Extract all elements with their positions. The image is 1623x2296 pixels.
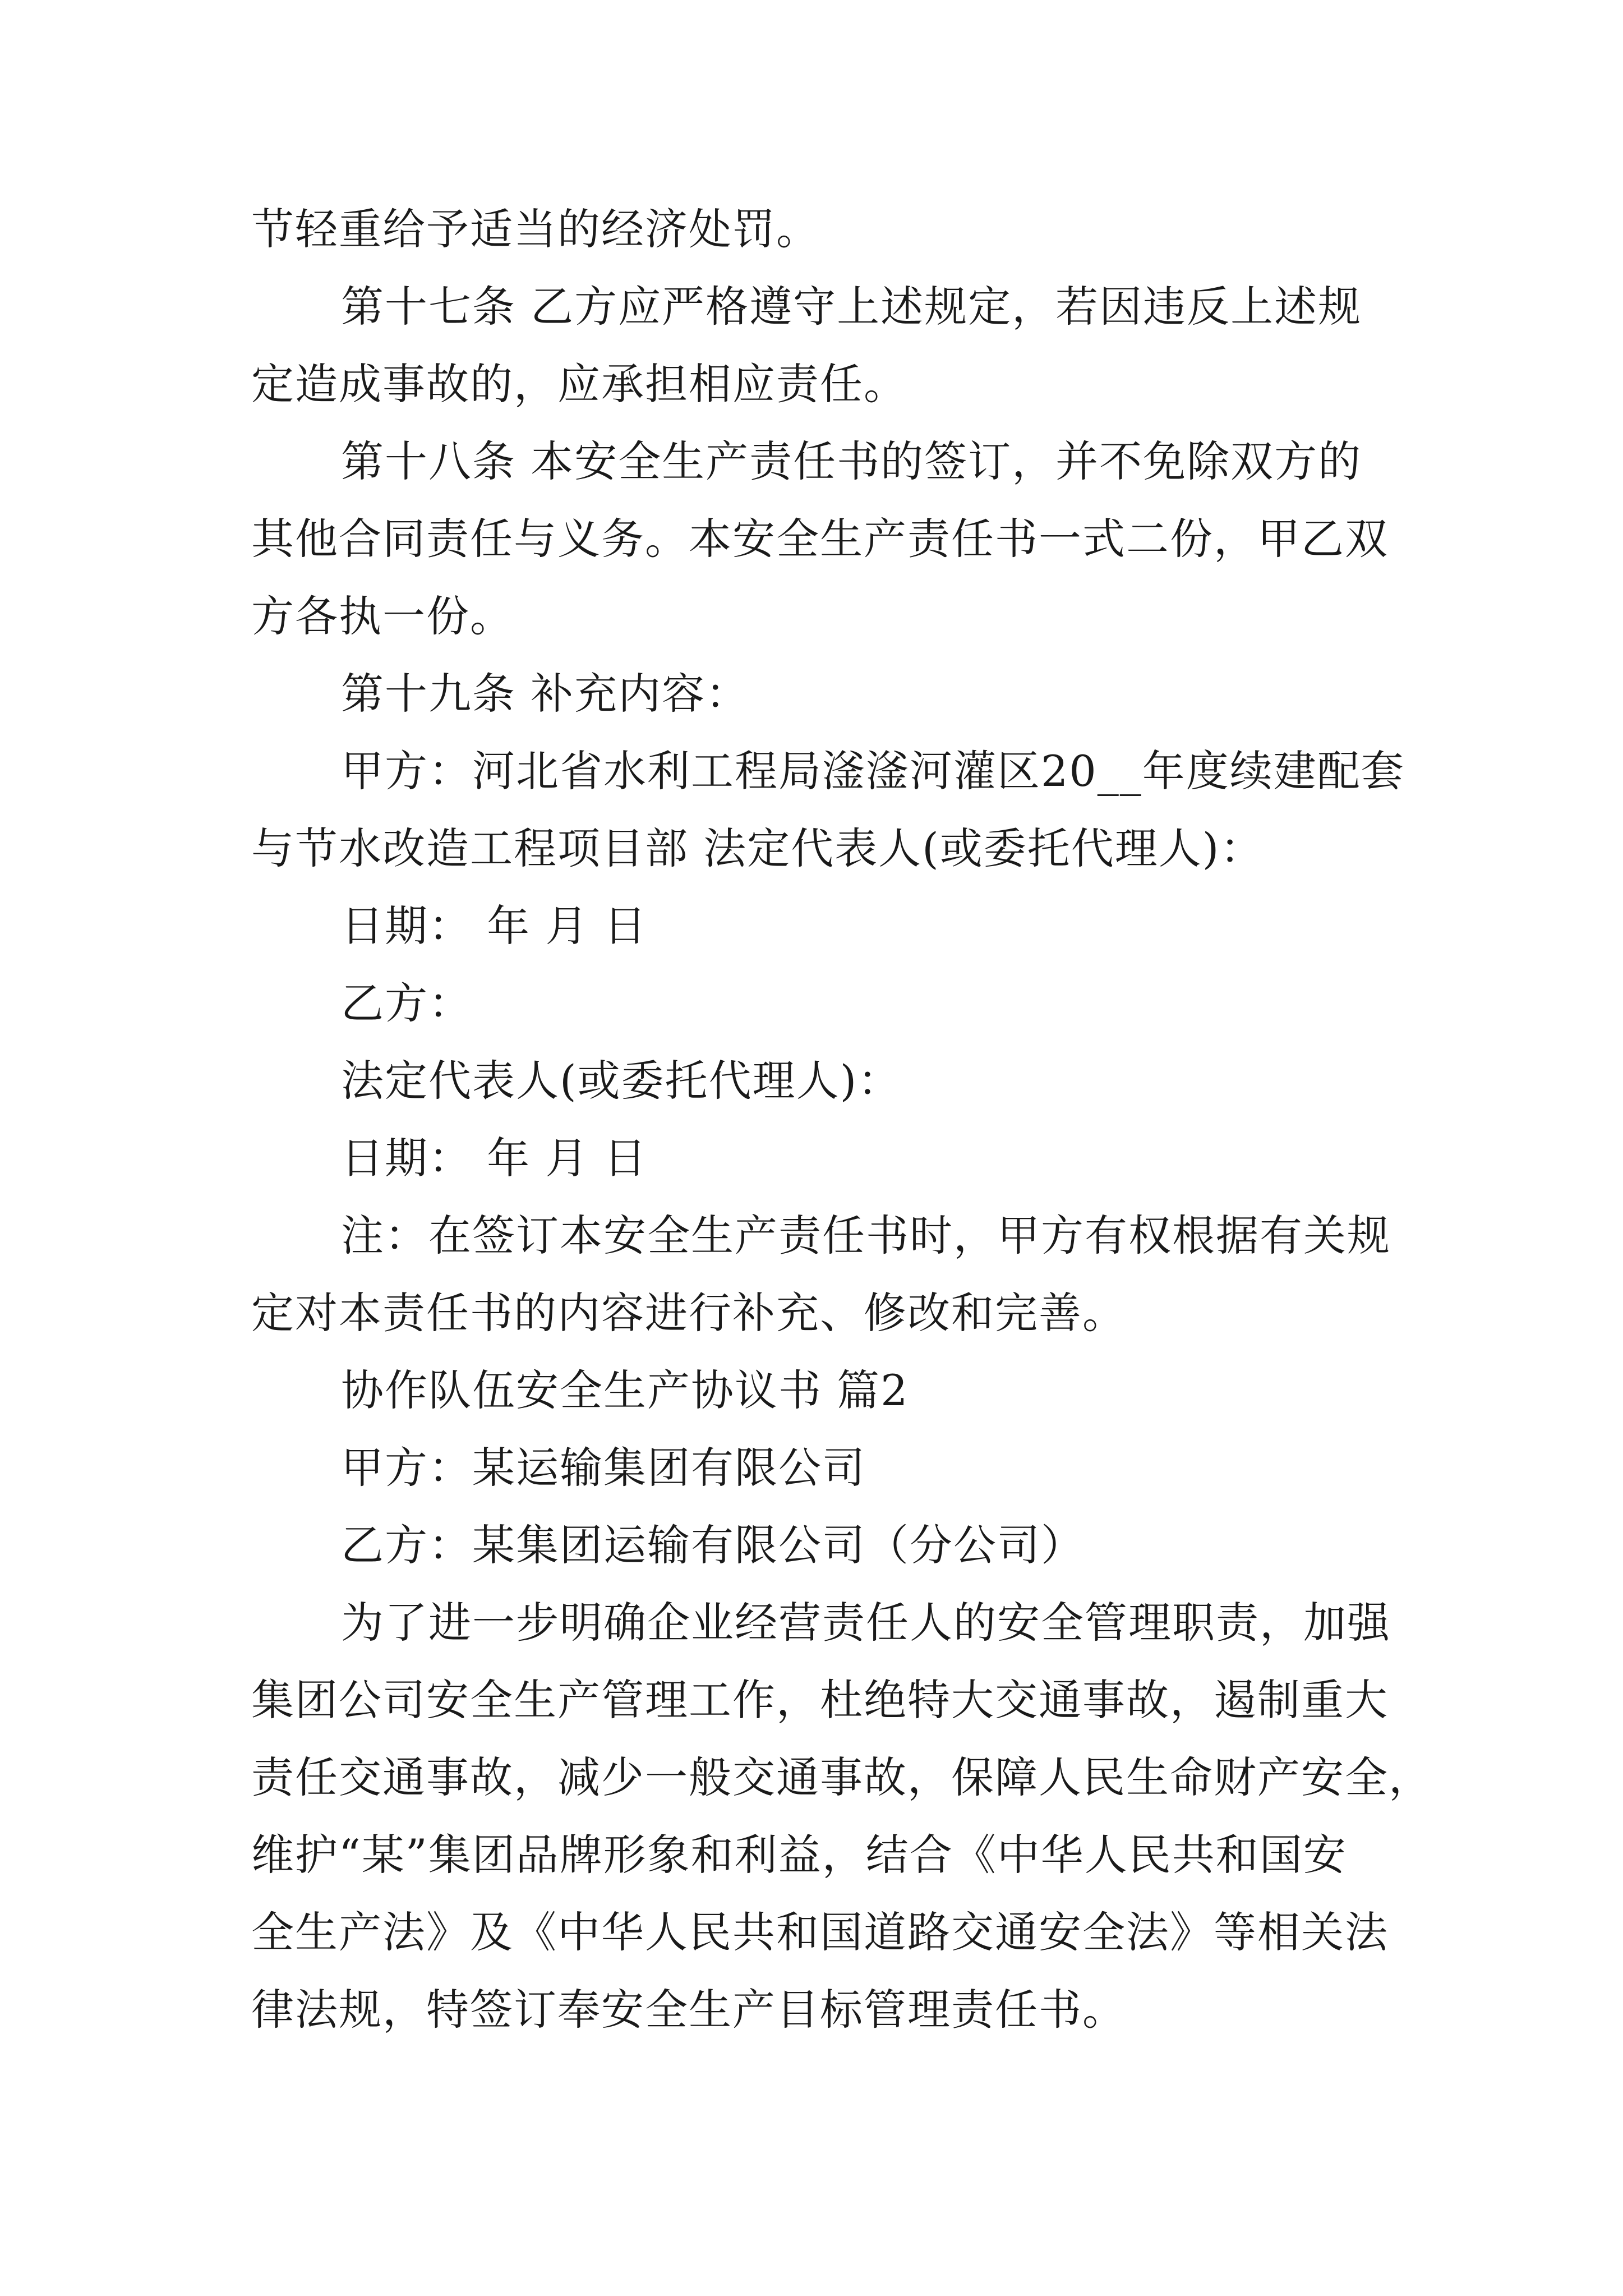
purpose-line-2: 集团公司安全生产管理工作，杜绝特大交通事故，遏制重大 <box>251 1675 1389 1725</box>
party-a-name-line: 甲方：某运输集团有限公司 <box>341 1443 866 1493</box>
article-19-line: 第十九条 补充内容： <box>341 669 750 719</box>
article-18-line-1: 第十八条 本安全生产责任书的签订，并不免除双方的 <box>341 436 1362 486</box>
note-line-2: 定对本责任书的内容进行补充、修改和完善。 <box>251 1288 1126 1338</box>
party-b-representative-line: 法定代表人(或委托代理人)： <box>341 1056 902 1106</box>
purpose-line-5: 全生产法》及《中华人民共和国道路交通安全法》等相关法 <box>251 1907 1389 1957</box>
article-17-line-1: 第十七条 乙方应严格遵守上述规定，若因违反上述规 <box>341 282 1362 332</box>
purpose-line-4: 维护“某”集团品牌形象和利益，结合《中华人民共和国安 <box>251 1830 1347 1880</box>
article-17-line-2: 定造成事故的，应承担相应责任。 <box>251 359 907 409</box>
party-b-date-line: 日期： 年 月 日 <box>341 1133 648 1183</box>
party-a-line-2: 与节水改造工程项目部 法定代表人(或委托代理人)： <box>251 823 1264 873</box>
party-a-date-line: 日期： 年 月 日 <box>341 901 648 951</box>
purpose-line-3: 责任交通事故，减少一般交通事故，保障人民生命财产安全， <box>251 1752 1432 1802</box>
purpose-line-1: 为了进一步明确企业经营责任人的安全管理职责，加强 <box>341 1598 1391 1648</box>
note-line-1: 注：在签订本安全生产责任书时，甲方有权根据有关规 <box>341 1211 1391 1260</box>
section-heading: 协作队伍安全生产协议书 篇2 <box>341 1365 909 1415</box>
text-line: 节轻重给予适当的经济处罚。 <box>251 204 820 254</box>
article-18-line-2: 其他合同责任与义务。本安全生产责任书一式二份，甲乙双 <box>251 514 1389 564</box>
party-b-name-line: 乙方：某集团运输有限公司（分公司） <box>341 1520 1085 1570</box>
party-a-line-1: 甲方：河北省水利工程局滏滏河灌区20__年度续建配套 <box>341 746 1405 796</box>
party-b-line: 乙方： <box>341 978 472 1028</box>
document-body <box>251 191 1432 2049</box>
article-18-line-3: 方各执一份。 <box>251 591 514 641</box>
purpose-line-6: 律法规，特签订奉安全生产目标管理责任书。 <box>251 1985 1126 2035</box>
